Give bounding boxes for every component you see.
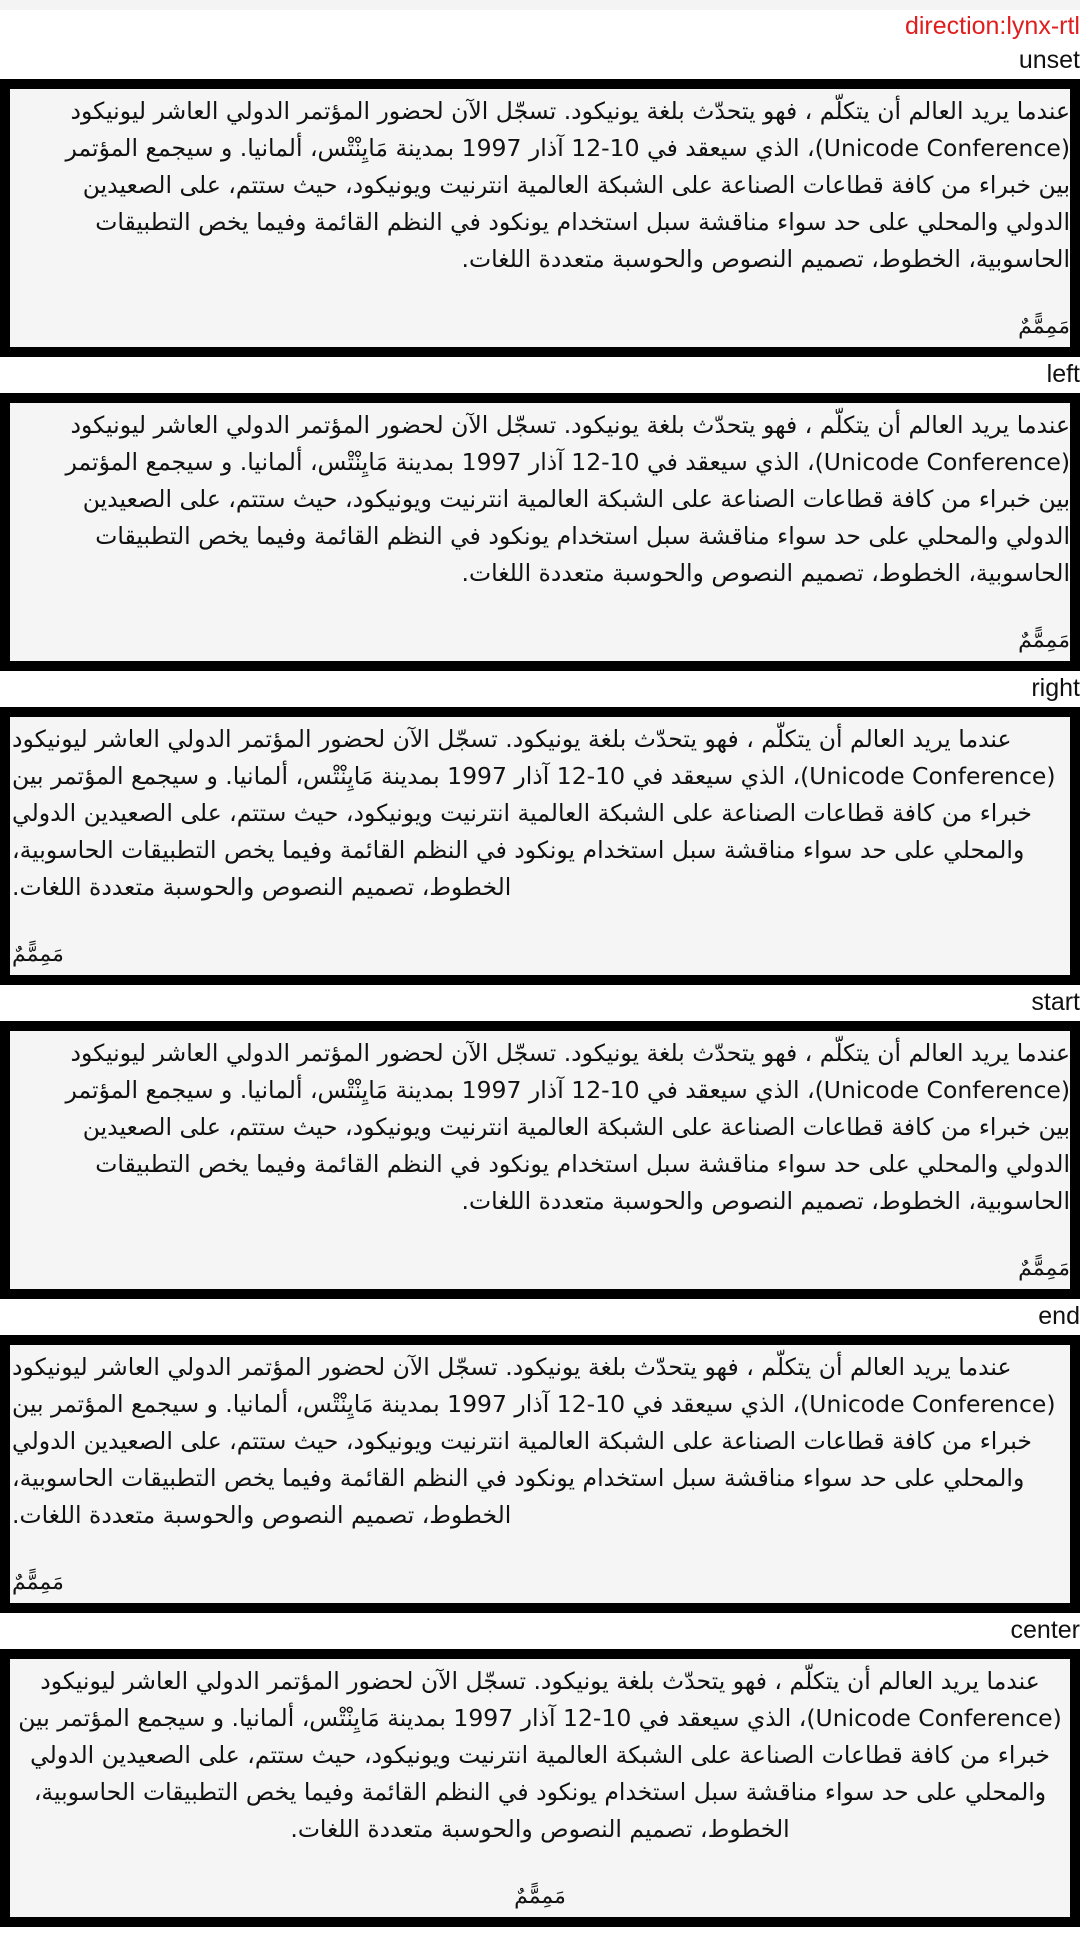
section-end [0,1299,1080,1613]
text-box [0,393,1080,671]
text-content [12,721,1056,973]
arabic-paragraph: عندما يريد العالم أن يتكلّم ، فهو يتحدّث بلغة يونيكود. تسجّل الآن لحضور المؤتمر الدولي العاشر ليونيكود (Unicode Conference)، الذي سيعقد في 10-12 آذار 1997 بمدينة مَايِنْتْس، ألمانيا. و سيجمع المؤتمر بين خبراء من كافة قطاعات الصناعة على الشبكة العالمية انترنيت ويونيكود، حيث ستتم، على الصعيدين الدولي والمحلي على حد سواء مناقشة سبل استخدام يونكود في النظم القائمة وفيما يخص التطبيقات الحاسوبية، الخطوط، تصميم النصوص والحوسبة متعددة اللغات. [65,1039,1070,1215]
section-right [0,671,1080,985]
text-box [0,1649,1080,1927]
diacritic-sample: مَمِمًّمٌ [1018,314,1070,339]
arabic-paragraph: عندما يريد العالم أن يتكلّم ، فهو يتحدّث بلغة يونيكود. تسجّل الآن لحضور المؤتمر الدولي العاشر ليونيكود (Unicode Conference)، الذي سيعقد في 10-12 آذار 1997 بمدينة مَايِنْتْس، ألمانيا. و سيجمع المؤتمر بين خبراء من كافة قطاعات الصناعة على الشبكة العالمية انترنيت ويونيكود، حيث ستتم، على الصعيدين الدولي والمحلي على حد سواء مناقشة سبل استخدام يونكود في النظم القائمة وفيما يخص التطبيقات الحاسوبية، الخطوط، تصميم النصوص والحوسبة متعددة اللغات. [65,411,1070,587]
text-box [0,1021,1080,1299]
diacritic-sample: مَمِمًّمٌ [1018,628,1070,653]
section-center [0,1613,1080,1927]
text-content [30,407,1070,659]
text-box [0,707,1080,985]
text-content [30,93,1070,345]
diacritic-sample: مَمِمًّمٌ [1018,1256,1070,1281]
section-label: right [1031,674,1080,702]
diacritic-sample: مَمِمًّمٌ [514,1884,566,1909]
text-content [18,1663,1062,1915]
page-title: direction:lynx-rtl [904,12,1080,40]
section-label: end [1038,1302,1080,1330]
diacritic-sample: مَمِمًّمٌ [12,1570,64,1595]
section-left [0,357,1080,671]
arabic-paragraph: عندما يريد العالم أن يتكلّم ، فهو يتحدّث بلغة يونيكود. تسجّل الآن لحضور المؤتمر الدولي العاشر ليونيكود (Unicode Conference)، الذي سيعقد في 10-12 آذار 1997 بمدينة مَايِنْتْس، ألمانيا. و سيجمع المؤتمر بين خبراء من كافة قطاعات الصناعة على الشبكة العالمية انترنيت ويونيكود، حيث ستتم، على الصعيدين الدولي والمحلي على حد سواء مناقشة سبل استخدام يونكود في النظم القائمة وفيما يخص التطبيقات الحاسوبية، الخطوط، تصميم النصوص والحوسبة متعددة اللغات. [65,97,1070,273]
section-start [0,985,1080,1299]
text-content [30,1035,1070,1287]
section-label: center [1010,1616,1080,1644]
arabic-paragraph: عندما يريد العالم أن يتكلّم ، فهو يتحدّث بلغة يونيكود. تسجّل الآن لحضور المؤتمر الدولي العاشر ليونيكود (Unicode Conference)، الذي سيعقد في 10-12 آذار 1997 بمدينة مَايِنْتْس، ألمانيا. و سيجمع المؤتمر بين خبراء من كافة قطاعات الصناعة على الشبكة العالمية انترنيت ويونيكود، حيث ستتم، على الصعيدين الدولي والمحلي على حد سواء مناقشة سبل استخدام يونكود في النظم القائمة وفيما يخص التطبيقات الحاسوبية، الخطوط، تصميم النصوص والحوسبة متعددة اللغات. [12,1353,1056,1529]
text-box [0,1335,1080,1613]
diacritic-sample: مَمِمًّمٌ [12,942,64,967]
section-label: unset [1018,46,1080,74]
section-unset [0,43,1080,357]
text-content [12,1349,1056,1601]
top-bar [0,0,1080,10]
arabic-paragraph: عندما يريد العالم أن يتكلّم ، فهو يتحدّث بلغة يونيكود. تسجّل الآن لحضور المؤتمر الدولي العاشر ليونيكود (Unicode Conference)، الذي سيعقد في 10-12 آذار 1997 بمدينة مَايِنْتْس، ألمانيا. و سيجمع المؤتمر بين خبراء من كافة قطاعات الصناعة على الشبكة العالمية انترنيت ويونيكود، حيث ستتم، على الصعيدين الدولي والمحلي على حد سواء مناقشة سبل استخدام يونكود في النظم القائمة وفيما يخص التطبيقات الحاسوبية، الخطوط، تصميم النصوص والحوسبة متعددة اللغات. [18,1667,1062,1843]
text-box [0,79,1080,357]
arabic-paragraph: عندما يريد العالم أن يتكلّم ، فهو يتحدّث بلغة يونيكود. تسجّل الآن لحضور المؤتمر الدولي العاشر ليونيكود (Unicode Conference)، الذي سيعقد في 10-12 آذار 1997 بمدينة مَايِنْتْس، ألمانيا. و سيجمع المؤتمر بين خبراء من كافة قطاعات الصناعة على الشبكة العالمية انترنيت ويونيكود، حيث ستتم، على الصعيدين الدولي والمحلي على حد سواء مناقشة سبل استخدام يونكود في النظم القائمة وفيما يخص التطبيقات الحاسوبية، الخطوط، تصميم النصوص والحوسبة متعددة اللغات. [12,725,1056,901]
section-label: left [1046,360,1080,388]
section-label: start [1031,988,1080,1016]
